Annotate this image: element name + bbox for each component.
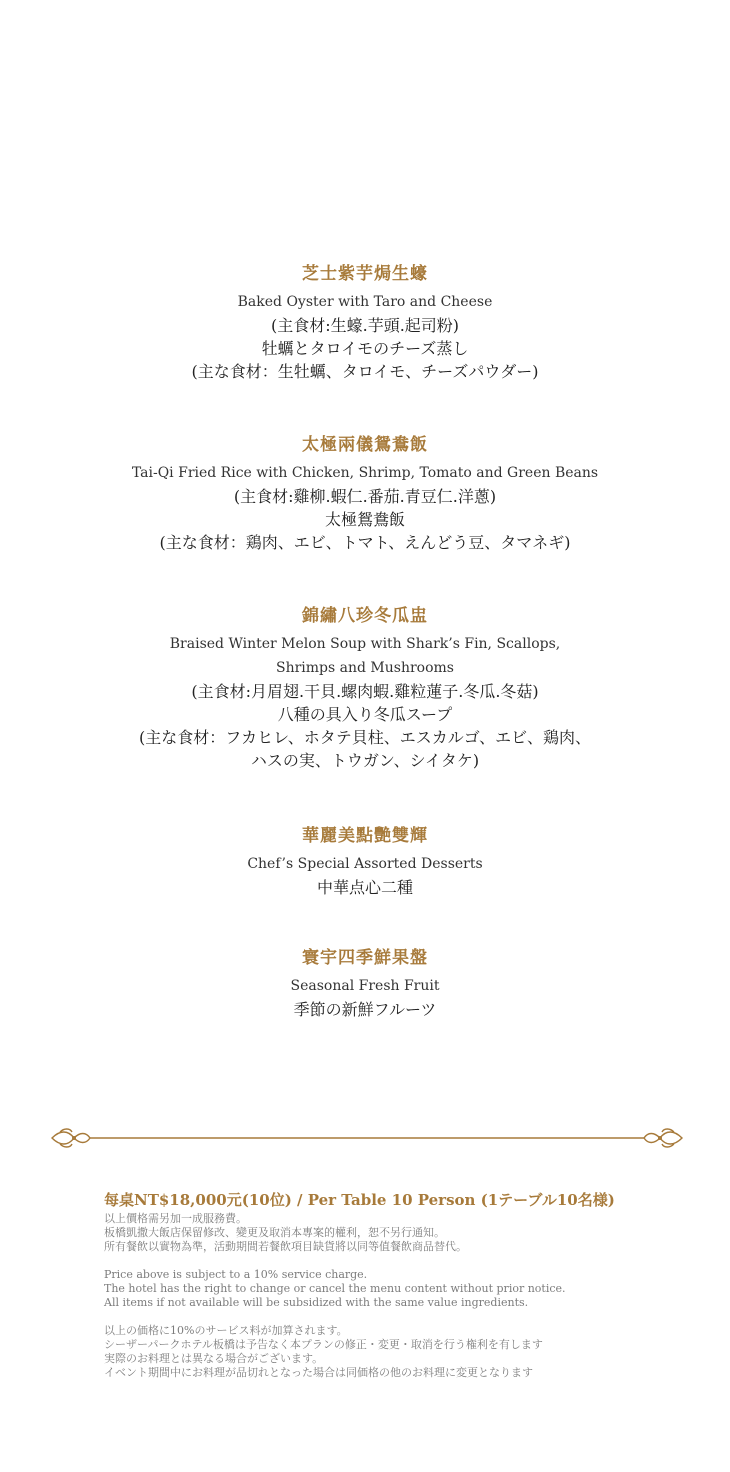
note-line: 実際のお料理とは異なる場合がございます。 bbox=[104, 1352, 324, 1365]
dish-title-en: Tai-Qi Fried Rice with Chicken, Shrimp, Tomato and Green Beans bbox=[131, 465, 599, 481]
note-line: 以上價格需另加一成服務費。 bbox=[104, 1212, 247, 1225]
dish-title-ja: 季節の新鮮フルーツ bbox=[293, 1000, 437, 1019]
dish-title-en: Baked Oyster with Taro and Cheese bbox=[237, 294, 493, 310]
dish-ingredients-zh: (主食材:生蠔.芋頭.起司粉) bbox=[270, 316, 460, 335]
note-line: Price above is subject to a 10% service charge. bbox=[104, 1268, 368, 1281]
notes-zh bbox=[104, 1212, 704, 1254]
ornament-divider-graphic bbox=[50, 1126, 684, 1150]
menu-item-baked-oyster bbox=[0, 262, 730, 383]
dish-title-zh: 太極兩儀鴛鴦飯 bbox=[302, 435, 428, 455]
dish-title-zh: 華麗美點艷雙輝 bbox=[302, 826, 428, 846]
menu-item-winter-melon-soup bbox=[0, 604, 730, 772]
menu-item-fried-rice bbox=[0, 433, 730, 554]
dish-title-ja: 太極鴛鴦飯 bbox=[324, 510, 405, 529]
dish-title-en: Chef’s Special Assorted Desserts bbox=[247, 856, 483, 872]
price-line: 每桌NT$18,000元(10位) / Per Table 10 Person (1テーブル10名様) bbox=[104, 1191, 615, 1209]
dish-ingredients-ja-cont: ハスの実、トウガン、シイタケ) bbox=[250, 751, 480, 770]
notes-ja bbox=[104, 1324, 704, 1380]
notes-en bbox=[104, 1268, 704, 1310]
dish-title-ja: 牡蠣とタロイモのチーズ蒸し bbox=[261, 339, 469, 358]
dish-title-zh: 寰宇四季鮮果盤 bbox=[302, 948, 428, 968]
dish-title-ja: 八種の具入り冬瓜スープ bbox=[277, 705, 453, 724]
price-and-notes bbox=[104, 1190, 704, 1394]
dish-ingredients-ja: (主な食材：フカヒレ、ホタテ貝柱、エスカルゴ、エビ、鶏肉、 bbox=[138, 728, 591, 747]
menu-item-fresh-fruit bbox=[0, 946, 730, 1021]
note-line: シーザーパークホテル板橋は予告なく本プランの修正・変更・取消を行う権利を有します bbox=[104, 1338, 543, 1351]
dish-title-en-cont: Shrimps and Mushrooms bbox=[276, 660, 454, 676]
dish-title-zh: 錦繡八珍冬瓜盅 bbox=[302, 606, 428, 626]
dish-title-zh: 芝士紫芋焗生蠔 bbox=[302, 264, 428, 284]
dish-ingredients-ja: (主な食材：生牡蠣、タロイモ、チーズパウダー) bbox=[191, 362, 539, 381]
dish-title-ja: 中華点心二種 bbox=[316, 878, 413, 897]
note-line: The hotel has the right to change or cancel the menu content without prior notice. bbox=[104, 1282, 566, 1295]
dish-title-en: Seasonal Fresh Fruit bbox=[290, 978, 440, 994]
note-line: 以上の価格に10%のサービス料が加算されます。 bbox=[104, 1324, 348, 1337]
note-line: 所有餐飲以實物為準，活動期間若餐飲項目缺貨將以同等值餐飲商品替代。 bbox=[104, 1240, 467, 1253]
note-line: イベント期間中にお料理が品切れとなった場合は同価格の他のお料理に変更となります bbox=[104, 1366, 533, 1379]
menu-item-desserts bbox=[0, 824, 730, 899]
dish-ingredients-zh: (主食材:月眉翅.干貝.螺肉蝦.雞粒蓮子.冬瓜.冬菇) bbox=[191, 682, 539, 701]
ornamental-divider bbox=[50, 1126, 684, 1150]
dish-ingredients-zh: (主食材:雞柳.蝦仁.番茄.青豆仁.洋蔥) bbox=[233, 487, 497, 506]
dish-title-en: Braised Winter Melon Soup with Shark’s Fin, Scallops, bbox=[169, 636, 561, 652]
note-line: All items if not available will be subsidized with the same value ingredients. bbox=[104, 1296, 529, 1309]
note-line: 板橋凱撒大飯店保留修改、變更及取消本專案的權利，恕不另行通知。 bbox=[104, 1226, 445, 1239]
dish-ingredients-ja: (主な食材：鶏肉、エビ、トマト、えんどう豆、タマネギ) bbox=[159, 533, 571, 552]
